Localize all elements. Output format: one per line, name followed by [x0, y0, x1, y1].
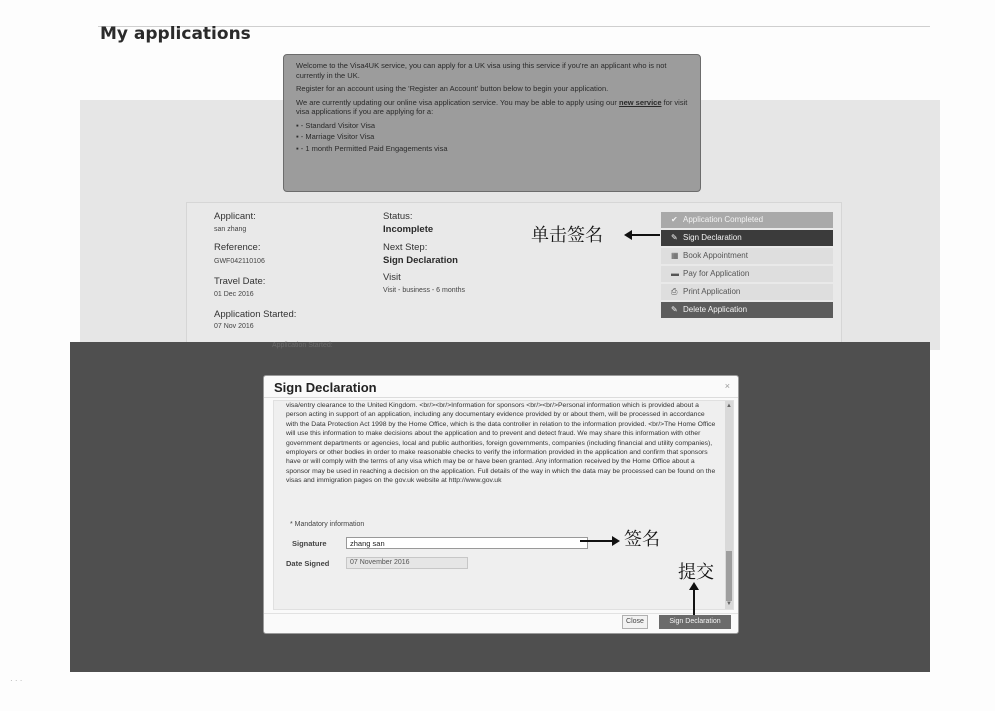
- delete-application-button[interactable]: [661, 302, 833, 318]
- annotation-submit: 提交: [678, 562, 714, 583]
- close-icon[interactable]: ×: [724, 381, 730, 391]
- travel-date-label: Travel Date:: [214, 276, 266, 287]
- signature-input[interactable]: [346, 537, 588, 549]
- list-item: ▪ - Marriage Visitor Visa: [296, 132, 688, 142]
- list-item: ▪ - 1 month Permitted Paid Engagements visa: [296, 144, 688, 154]
- applicant-value: san zhang: [214, 226, 247, 233]
- date-signed-label: Date Signed: [286, 559, 330, 568]
- started-value: 07 Nov 2016: [214, 323, 254, 330]
- mandatory-note: * Mandatory information: [290, 521, 365, 528]
- info-paragraph: Welcome to the Visa4UK service, you can apply for a UK visa using this service if you're an applicant who is not currently in the UK.: [296, 61, 667, 80]
- dialog-scrollbar[interactable]: [725, 401, 733, 609]
- application-actions: [661, 212, 833, 320]
- updating-text: We are currently updating our online visa application service. You may be able to apply using our: [296, 97, 619, 107]
- action-label: Delete Application: [683, 305, 748, 314]
- card-icon: ▬: [671, 269, 679, 278]
- backdrop-ghost-text: Application Started:: [272, 342, 333, 349]
- action-label: Application Completed: [683, 215, 764, 224]
- visa-label: Visit: [383, 272, 401, 283]
- updating-text: for visit visa applications if you are applying for a:: [296, 97, 688, 116]
- scan-artifact: · · ·: [10, 676, 23, 685]
- annotation-click-sign: 单击签名: [531, 225, 603, 246]
- dialog-body: [273, 400, 734, 610]
- dialog-divider: [264, 397, 738, 398]
- calendar-icon: ▦: [671, 251, 679, 260]
- close-button[interactable]: Close: [622, 615, 648, 629]
- reference-value: GWF042110106: [214, 258, 265, 265]
- status-value: Incomplete: [383, 224, 434, 235]
- action-label: Pay for Application: [683, 269, 750, 278]
- annotation-sign: 签名: [624, 529, 660, 550]
- pencil-icon: ✎: [671, 305, 678, 314]
- printer-icon: ⎙: [671, 287, 678, 296]
- page-title: My applications: [100, 24, 251, 44]
- next-step-label: Next Step:: [383, 242, 428, 253]
- pay-for-application-button[interactable]: [661, 266, 833, 282]
- sign-declaration-dialog: [263, 375, 739, 634]
- check-icon: ✔: [671, 215, 678, 224]
- date-signed-field: 07 November 2016: [346, 557, 468, 569]
- dialog-footer-divider: [264, 613, 738, 614]
- annotation-arrow-up: [693, 588, 695, 615]
- info-paragraph: Register for an account using the 'Register an Account' button below to begin your application.: [296, 84, 609, 93]
- next-step-value: Sign Declaration: [383, 255, 458, 266]
- annotation-arrow-left: [626, 234, 660, 236]
- action-label: Print Application: [683, 287, 741, 296]
- list-item: ▪ - Standard Visitor Visa: [296, 121, 688, 131]
- visa-type-list: [296, 121, 688, 154]
- applicant-label: Applicant:: [214, 211, 256, 222]
- info-paragraph-updating: [296, 98, 688, 117]
- info-notice: [283, 54, 701, 192]
- print-application-button[interactable]: [661, 284, 833, 300]
- reference-label: Reference:: [214, 242, 261, 253]
- pencil-icon: ✎: [671, 233, 678, 242]
- application-completed-button[interactable]: [661, 212, 833, 228]
- scroll-up-icon[interactable]: ▲: [726, 403, 732, 409]
- action-label: Sign Declaration: [683, 233, 742, 242]
- dialog-title: Sign Declaration: [274, 380, 377, 395]
- annotation-arrow-right: [580, 540, 618, 542]
- sign-declaration-button[interactable]: [661, 230, 833, 246]
- status-label: Status:: [383, 211, 413, 222]
- action-label: Book Appointment: [683, 251, 748, 260]
- visa-value: Visit - business - 6 months: [383, 287, 465, 294]
- started-label: Application Started:: [214, 309, 297, 320]
- scrollbar-thumb[interactable]: [726, 551, 732, 601]
- signature-label: Signature: [292, 539, 327, 548]
- sign-declaration-submit-button[interactable]: Sign Declaration: [659, 615, 731, 629]
- travel-date-value: 01 Dec 2016: [214, 291, 254, 298]
- scroll-down-icon[interactable]: ▼: [726, 601, 732, 607]
- declaration-text: visa/entry clearance to the United Kingdom. <br/><br/>Information for sponsors <br/><br/>Personal information which is provided about a person acting in support of an application, including any documentary evidence provided by or about them, will be processed in accordance with the Data Protection Act 1998 by the Home Office, which is the data controller in relation to the information provided. <br/>The Home Office will use this information to make decisions about the application and to prevent and detect fraud. We may share this information with other government departments or agencies, local and public authorities, foreign governments, companies (including financial and utility companies), employers or other bodies in order to make reasonable checks to verify the information provided in the application and confirm that sponsors have or will comply with the terms of any visa which may be or have been granted. Any information received by the Home Office about a sponsor may be used in reaching a decision on the application. Full details of the way in which the data may be processed can be found on the visas and immigration pages on the gov.uk website at http://www.gov.uk: [286, 402, 716, 485]
- new-service-link[interactable]: new service: [618, 97, 662, 107]
- book-appointment-button[interactable]: [661, 248, 833, 264]
